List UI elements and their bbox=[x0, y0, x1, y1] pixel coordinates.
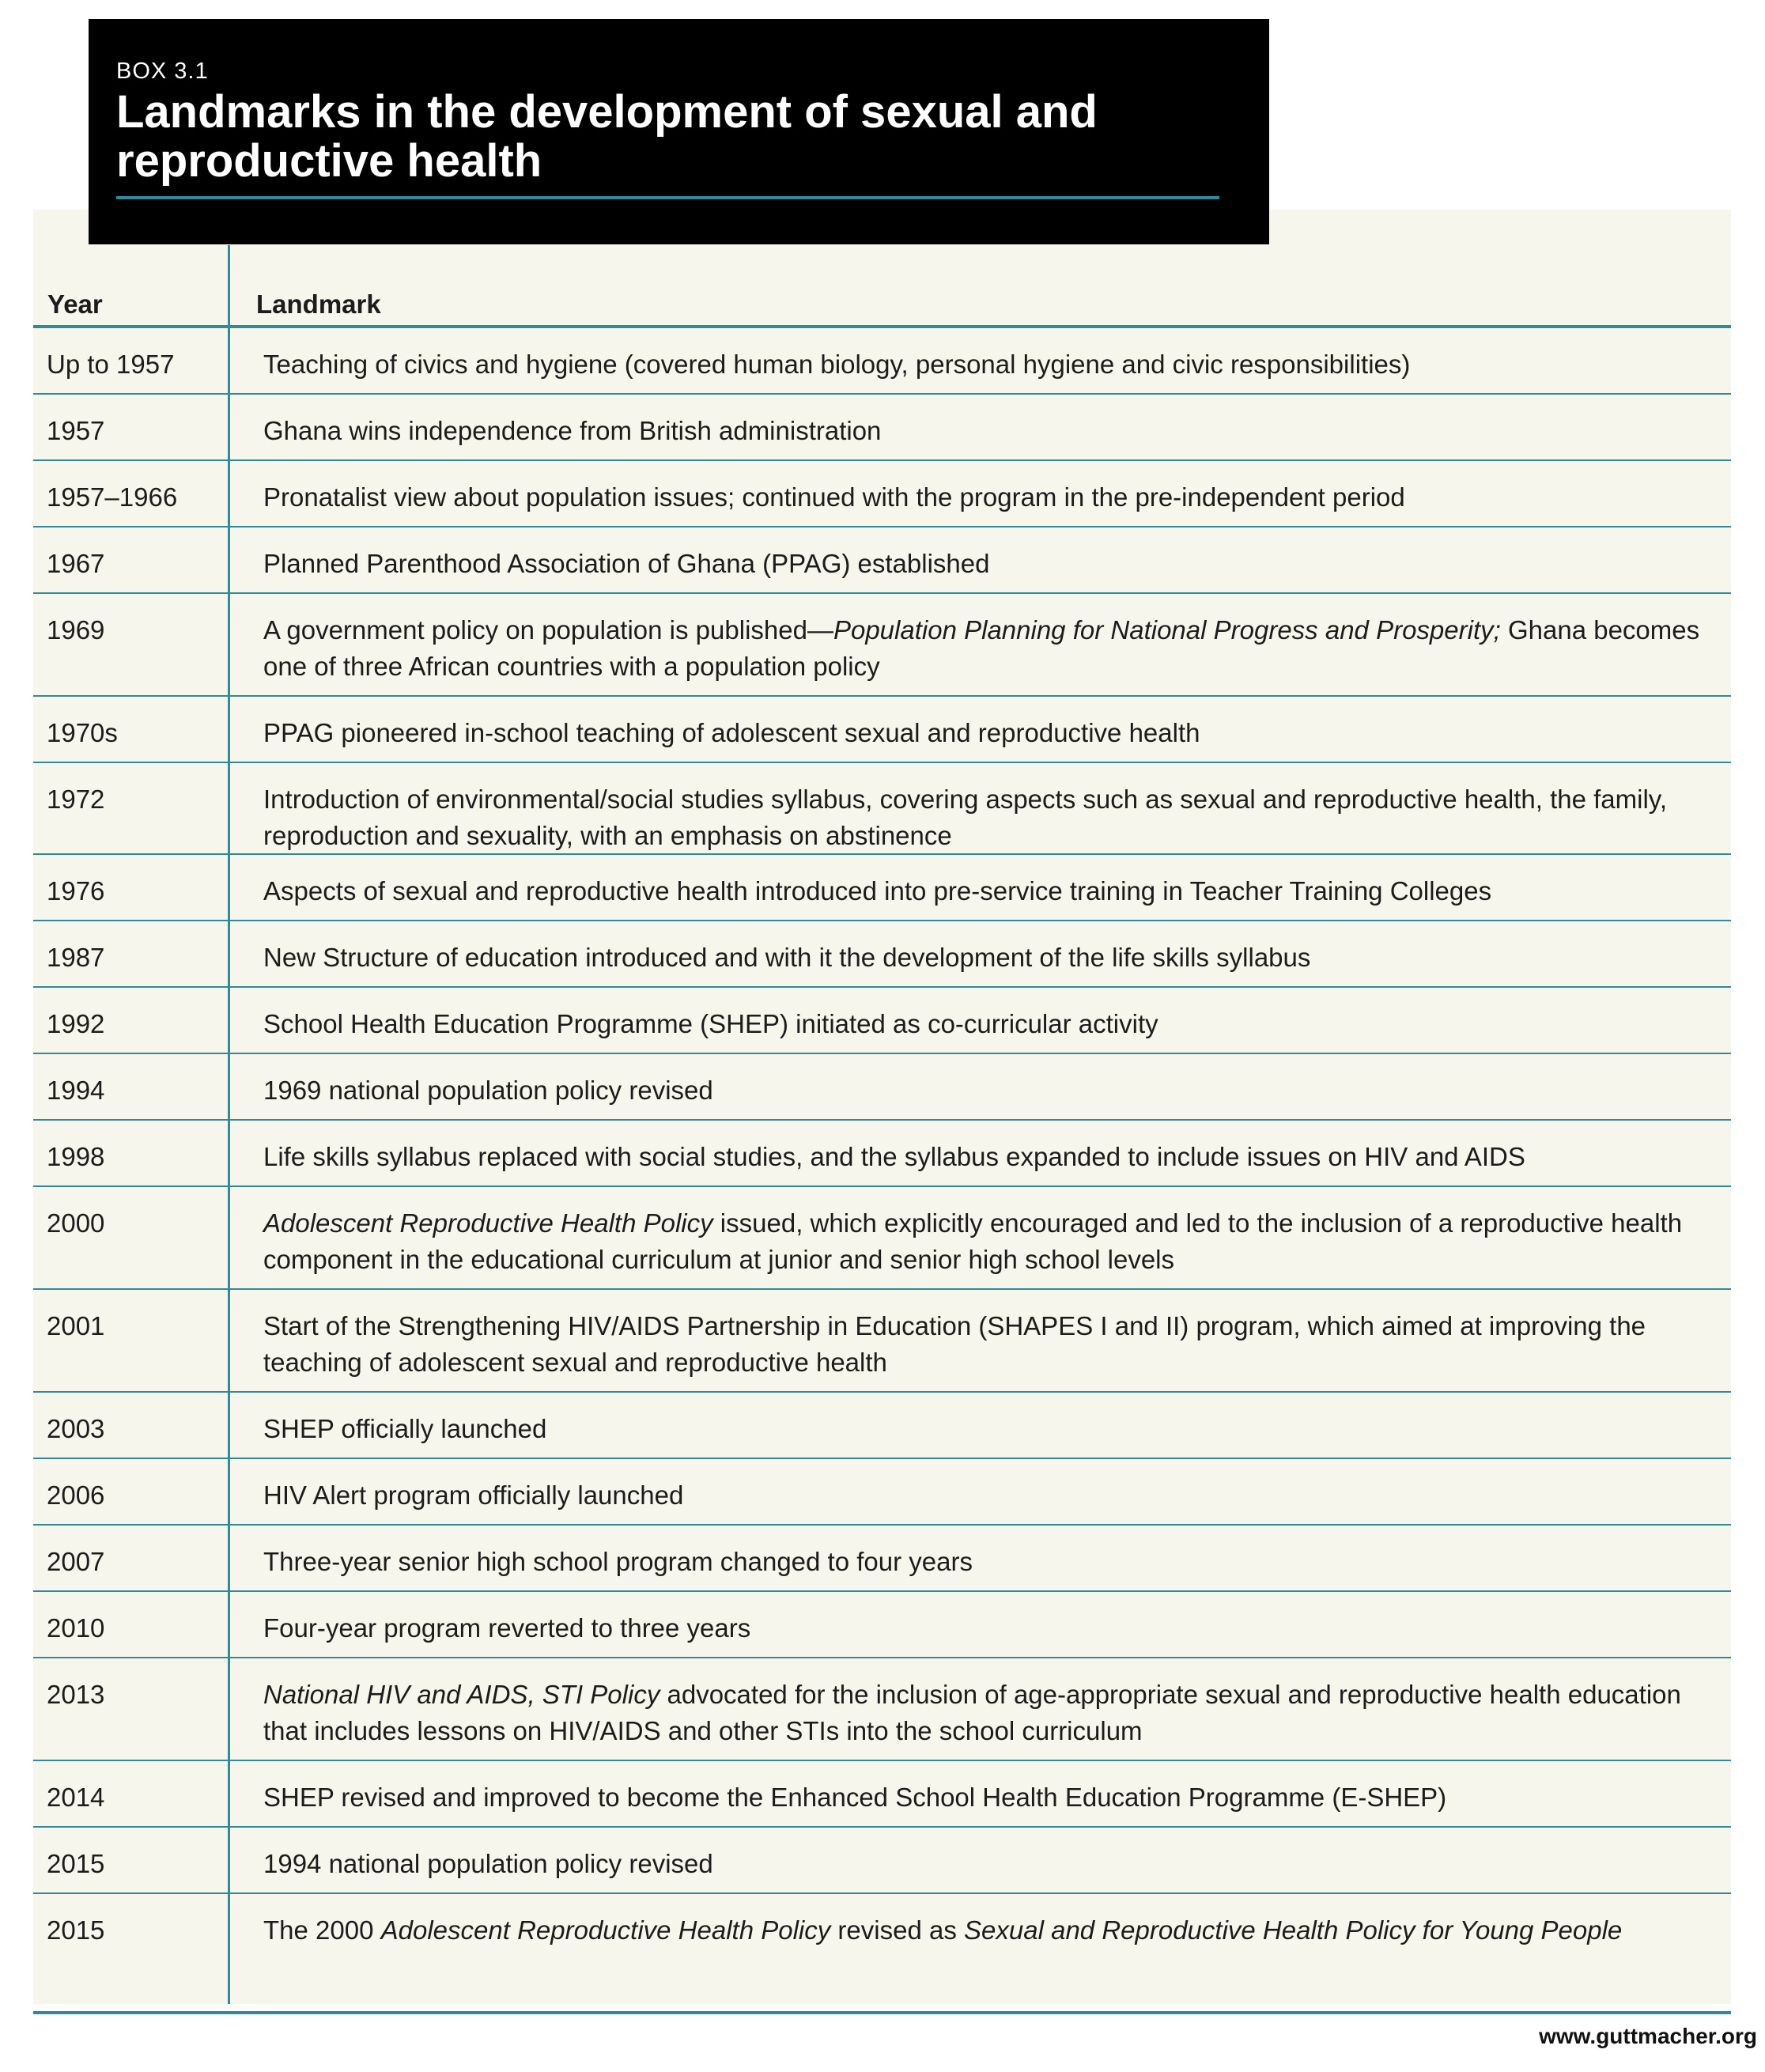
table-row bbox=[33, 697, 1731, 763]
row-year: 1970s bbox=[47, 718, 118, 747]
landmark-text: Planned Parenthood Association of Ghana (PPAG) established bbox=[263, 549, 990, 578]
landmark-text: Ghana wins independence from British administration bbox=[263, 416, 882, 445]
table-row bbox=[33, 988, 1731, 1054]
landmark-text: issued, which explicitly encouraged and led to the inclusion of a reproductive health component in the educational curriculum at junior and senior high school levels bbox=[263, 1208, 1683, 1274]
table-row bbox=[33, 1592, 1731, 1658]
row-year: 1972 bbox=[47, 785, 105, 814]
landmark-title-italic: Sexual and Reproductive Health Policy for Young People bbox=[964, 1915, 1623, 1945]
table-row bbox=[33, 1187, 1731, 1290]
row-year: 1957–1966 bbox=[47, 482, 178, 512]
row-landmark bbox=[263, 1610, 1718, 1647]
landmark-text: Ghana becomes one of three African countries with a population policy bbox=[263, 615, 1700, 681]
row-year: 2015 bbox=[47, 1849, 105, 1878]
row-landmark bbox=[263, 781, 1718, 854]
table-row bbox=[33, 395, 1731, 461]
table-row bbox=[33, 461, 1731, 527]
row-landmark bbox=[263, 546, 1718, 582]
table-row bbox=[33, 1658, 1731, 1761]
table-row bbox=[33, 1761, 1731, 1828]
table-body bbox=[33, 328, 1731, 2014]
row-year: 1987 bbox=[47, 943, 105, 972]
landmark-text: A government policy on population is published— bbox=[263, 615, 833, 645]
row-landmark bbox=[263, 1205, 1718, 1278]
box-title: Landmarks in the development of sexual and reproductive health bbox=[116, 86, 1098, 187]
landmark-text: Life skills syllabus replaced with social studies, and the syllabus expanded to include issues on HIV and AIDS bbox=[263, 1142, 1525, 1171]
row-landmark bbox=[263, 1477, 1718, 1514]
row-year: 2001 bbox=[47, 1311, 105, 1340]
landmark-title-italic: Population Planning for National Progress and Prosperity; bbox=[833, 615, 1501, 645]
table-row bbox=[33, 1526, 1731, 1592]
landmark-text: Pronatalist view about population issues; continued with the program in the pre-independent period bbox=[263, 482, 1405, 512]
row-year: Up to 1957 bbox=[47, 350, 175, 379]
row-year: 1998 bbox=[47, 1142, 105, 1171]
row-landmark bbox=[263, 1912, 1718, 1949]
row-year: 2015 bbox=[47, 1915, 105, 1945]
row-year: 1976 bbox=[47, 876, 105, 906]
landmark-text: Start of the Strengthening HIV/AIDS Partnership in Education (SHAPES I and II) program, which aimed at improving the teaching of adolescent sexual and reproductive health bbox=[263, 1311, 1646, 1377]
table-header bbox=[33, 285, 1731, 326]
landmark-title-italic: Adolescent Reproductive Health Policy bbox=[380, 1915, 831, 1945]
row-year: 2003 bbox=[47, 1414, 105, 1443]
row-landmark bbox=[263, 1677, 1718, 1749]
row-landmark bbox=[263, 346, 1718, 383]
row-year: 1957 bbox=[47, 416, 105, 445]
row-year: 1967 bbox=[47, 549, 105, 578]
row-landmark bbox=[263, 1006, 1718, 1042]
row-year: 2006 bbox=[47, 1480, 105, 1510]
row-landmark bbox=[263, 1072, 1718, 1109]
row-landmark bbox=[263, 1846, 1718, 1882]
row-landmark bbox=[263, 715, 1718, 751]
table-row bbox=[33, 328, 1731, 395]
table-row bbox=[33, 1459, 1731, 1526]
table-row bbox=[33, 921, 1731, 988]
table-row bbox=[33, 855, 1731, 921]
row-landmark bbox=[263, 1308, 1718, 1381]
row-landmark bbox=[263, 1544, 1718, 1580]
website-url: www.guttmacher.org bbox=[1539, 2024, 1757, 2048]
landmark-text: advocated for the inclusion of age-appropriate sexual and reproductive health education that includes lessons on HIV/AIDS and other STIs into the school curriculum bbox=[263, 1680, 1681, 1745]
table-row bbox=[33, 527, 1731, 594]
landmark-text: School Health Education Programme (SHEP) initiated as co-curricular activity bbox=[263, 1009, 1158, 1038]
table-row bbox=[33, 1121, 1731, 1187]
row-year: 2000 bbox=[47, 1208, 105, 1238]
row-landmark bbox=[263, 413, 1718, 449]
landmark-title-italic: National HIV and AIDS, STI Policy bbox=[263, 1680, 660, 1709]
table-row bbox=[33, 763, 1731, 855]
row-landmark bbox=[263, 479, 1718, 516]
box-title-underline bbox=[116, 196, 1219, 199]
landmark-text: Aspects of sexual and reproductive health introduced into pre-service training in Teacher Training Colleges bbox=[263, 876, 1492, 906]
table-row bbox=[33, 1894, 1731, 2014]
row-landmark bbox=[263, 940, 1718, 976]
row-landmark bbox=[263, 1779, 1718, 1816]
header-landmark: Landmark bbox=[256, 289, 381, 319]
row-landmark bbox=[263, 1139, 1718, 1175]
column-divider bbox=[228, 245, 230, 2004]
row-year: 2010 bbox=[47, 1613, 105, 1643]
landmark-text: Teaching of civics and hygiene (covered human biology, personal hygiene and civic responsibilities) bbox=[263, 350, 1411, 379]
landmark-text: 1994 national population policy revised bbox=[263, 1849, 713, 1878]
header-year: Year bbox=[47, 289, 103, 319]
row-year: 2014 bbox=[47, 1783, 105, 1812]
landmark-text: SHEP officially launched bbox=[263, 1414, 547, 1443]
table-row bbox=[33, 594, 1731, 697]
table-row bbox=[33, 1828, 1731, 1894]
table-row bbox=[33, 1290, 1731, 1393]
landmark-text: Four-year program reverted to three years bbox=[263, 1613, 751, 1643]
landmark-text: PPAG pioneered in-school teaching of adolescent sexual and reproductive health bbox=[263, 718, 1200, 747]
row-landmark bbox=[263, 612, 1718, 685]
landmark-text: Introduction of environmental/social studies syllabus, covering aspects such as sexual and reproductive health, the family, reproduction and sexuality, with an emphasis on abstinence bbox=[263, 785, 1668, 850]
table-row bbox=[33, 1393, 1731, 1459]
landmark-text: Three-year senior high school program changed to four years bbox=[263, 1547, 973, 1576]
landmark-text: New Structure of education introduced and with it the development of the life skills syllabus bbox=[263, 943, 1311, 972]
row-year: 1994 bbox=[47, 1076, 105, 1105]
row-year: 2013 bbox=[47, 1680, 105, 1709]
landmark-text: revised as bbox=[830, 1915, 965, 1945]
row-year: 1992 bbox=[47, 1009, 105, 1038]
landmark-text: SHEP revised and improved to become the Enhanced School Health Education Programme (E-SHEP) bbox=[263, 1783, 1447, 1812]
landmark-text: 1969 national population policy revised bbox=[263, 1076, 713, 1105]
landmark-text: HIV Alert program officially launched bbox=[263, 1480, 684, 1510]
row-year: 1969 bbox=[47, 615, 105, 645]
landmark-title-italic: Adolescent Reproductive Health Policy bbox=[263, 1208, 713, 1238]
table-row bbox=[33, 1054, 1731, 1121]
row-landmark bbox=[263, 873, 1718, 909]
box-header bbox=[89, 19, 1269, 244]
row-landmark bbox=[263, 1411, 1718, 1447]
row-year: 2007 bbox=[47, 1547, 105, 1576]
landmark-text: The 2000 bbox=[263, 1915, 381, 1945]
box-label: BOX 3.1 bbox=[116, 59, 209, 84]
